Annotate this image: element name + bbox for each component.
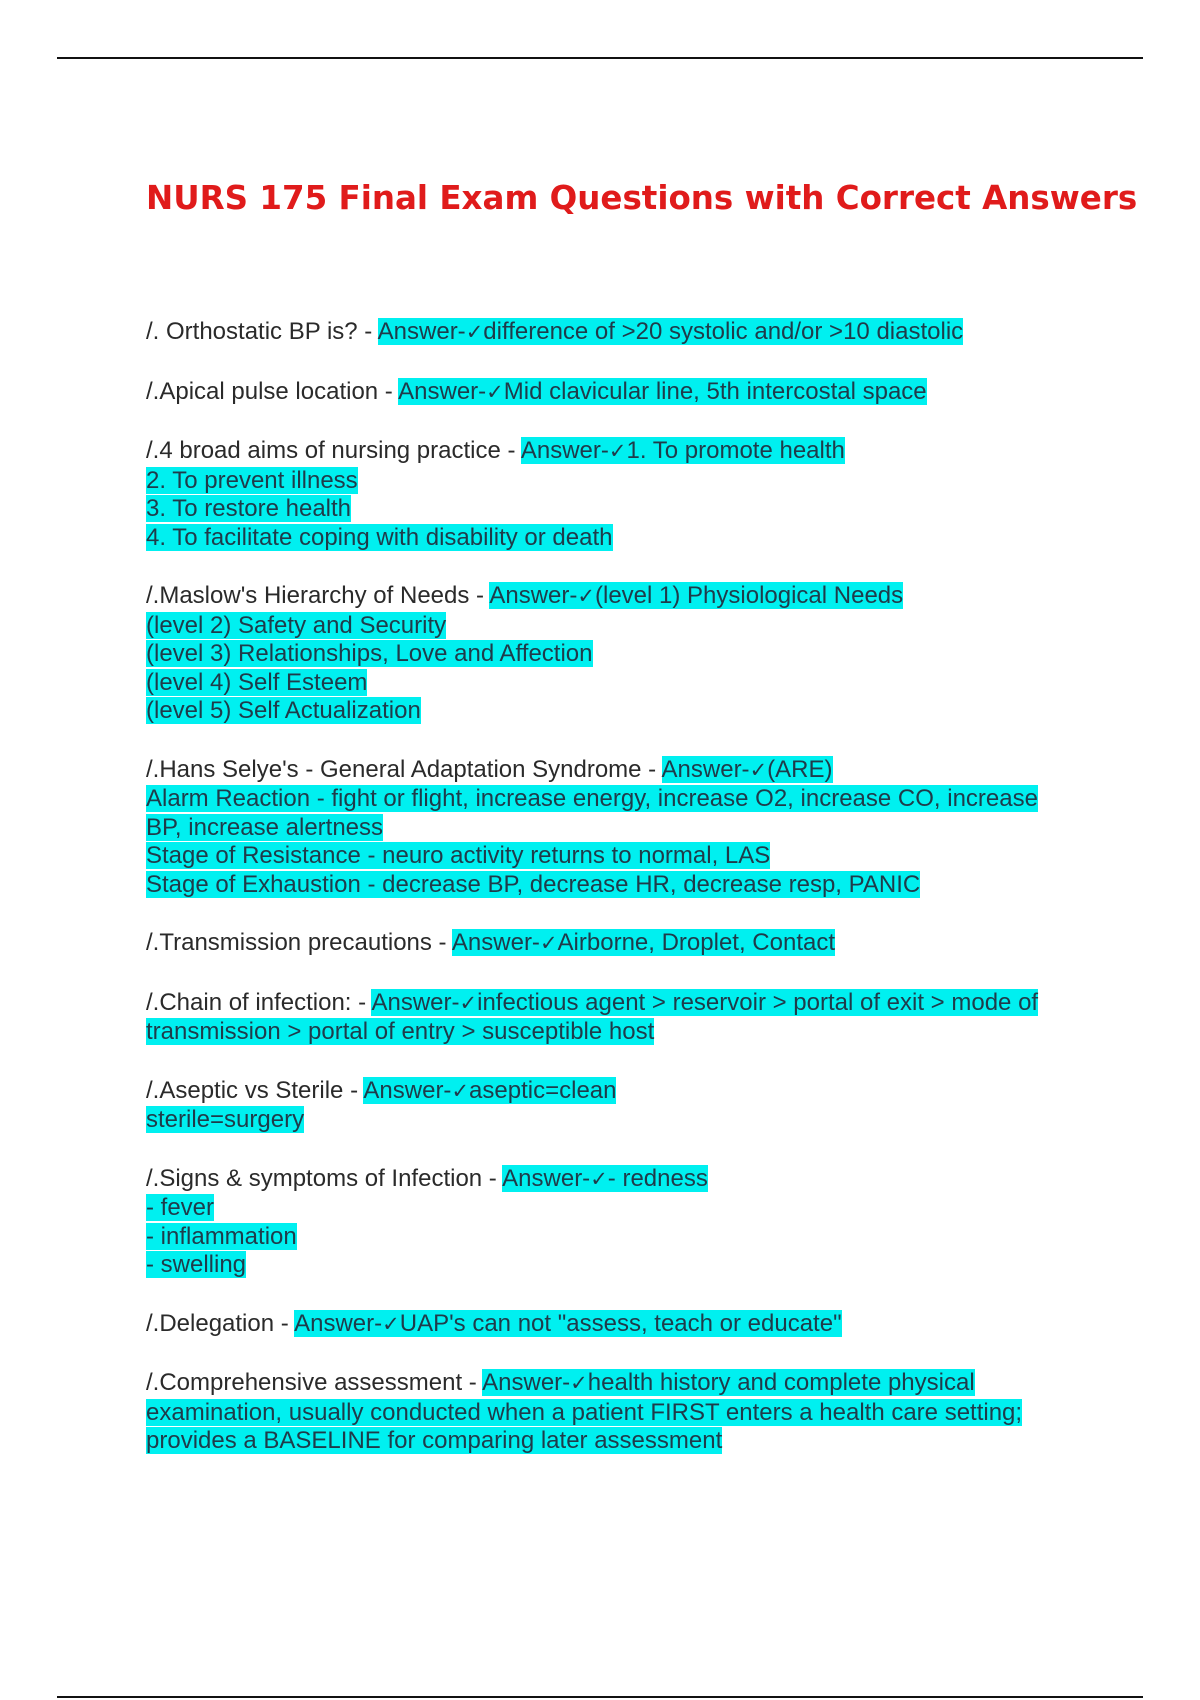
answer-line: 2. To prevent illness [146, 466, 358, 494]
qa-item [146, 437, 1056, 552]
answer-prefix: Answer- [502, 1164, 591, 1192]
answer-highlight [489, 582, 903, 609]
answer-prefix: Answer- [451, 929, 540, 956]
question-text: /.Transmission precautions - [146, 929, 452, 956]
qa-item [146, 1077, 1056, 1135]
answer-highlight [662, 756, 833, 783]
answer-text: 1. To promote health [626, 437, 845, 464]
answer-highlight [452, 929, 835, 956]
answer-highlight [378, 318, 964, 345]
answer-text: difference of >20 systolic and/or >10 diastolic [483, 318, 964, 345]
answer-line: - fever [146, 1194, 215, 1221]
qa-list [146, 318, 1056, 1486]
check-icon: ✓ [451, 1079, 470, 1103]
answer-prefix: Answer- [661, 755, 750, 783]
answer-prefix: Answer- [363, 1076, 452, 1104]
question-text: /.4 broad aims of nursing practice - [146, 437, 521, 464]
question-text: /.Aseptic vs Sterile - [146, 1076, 364, 1104]
check-icon: ✓ [749, 758, 768, 782]
answer-prefix: Answer- [377, 318, 466, 345]
answer-prefix: Answer- [398, 377, 487, 405]
answer-line: - inflammation [146, 1222, 297, 1250]
check-icon: ✓ [465, 321, 484, 344]
question-text: /.Comprehensive assessment - [146, 1369, 483, 1396]
answer-line: (level 4) Self Esteem [146, 668, 368, 696]
answer-text: Mid clavicular line, 5th intercostal space [503, 377, 927, 405]
check-icon: ✓ [486, 380, 504, 404]
question-text: /.Apical pulse location - [146, 377, 399, 405]
answer-line: sterile=surgery [146, 1106, 305, 1133]
answer-prefix: Answer- [371, 988, 460, 1016]
answer-prefix: Answer- [294, 1309, 383, 1337]
answer-line: - swelling [146, 1251, 247, 1278]
answer-highlight [294, 1310, 842, 1337]
header-rule [57, 57, 1143, 59]
qa-item [146, 929, 1056, 959]
answer-line: (level 3) Relationships, Love and Affection [146, 640, 593, 667]
answer-text: (level 1) Physiological Needs [595, 582, 904, 609]
answer-line: (level 2) Safety and Security [146, 611, 447, 639]
question-text: /.Delegation - [146, 1309, 295, 1337]
check-icon: ✓ [570, 1372, 588, 1395]
footer-rule [57, 1696, 1143, 1698]
answer-highlight [521, 437, 845, 464]
check-icon: ✓ [382, 1312, 400, 1336]
answer-line: Stage of Resistance - neuro activity returns to normal, LAS [146, 842, 771, 869]
document-title: NURS 175 Final Exam Questions with Correct Answers [146, 179, 1138, 217]
check-icon: ✓ [577, 585, 595, 608]
qa-item [146, 1310, 1056, 1340]
qa-item [146, 582, 1056, 726]
answer-line: Alarm Reaction - fight or flight, increase energy, increase O2, increase CO, increase BP, increase alertness [146, 785, 1038, 841]
qa-item [146, 1369, 1056, 1456]
answer-line: 4. To facilitate coping with disability or death [146, 523, 613, 551]
answer-text: health history and complete physical examination, usually conducted when a patient FIRST enters a health care setting; provides a BASELINE for comparing later assessment [146, 1369, 1023, 1454]
answer-highlight [363, 1077, 616, 1104]
answer-text: UAP's can not "assess, teach or educate" [399, 1309, 842, 1337]
qa-item [146, 989, 1056, 1047]
answer-text: aseptic=clean [469, 1076, 617, 1104]
question-text: /.Maslow's Hierarchy of Needs - [146, 582, 490, 609]
answer-text: infectious agent > reservoir > portal of exit > mode of transmission > portal of entry > susceptible host [146, 988, 1039, 1045]
question-text: /.Chain of infection: - [146, 988, 372, 1016]
answer-prefix: Answer- [520, 437, 609, 464]
question-text: /.Signs & symptoms of Infection - [146, 1164, 503, 1192]
answer-line: 3. To restore health [146, 495, 352, 522]
answer-text: - redness [607, 1164, 708, 1192]
answer-highlight [502, 1165, 708, 1192]
qa-item [146, 1165, 1056, 1280]
check-icon: ✓ [590, 1167, 608, 1191]
answer-line: (level 5) Self Actualization [146, 697, 421, 724]
answer-line: Stage of Exhaustion - decrease BP, decrease HR, decrease resp, PANIC [146, 870, 921, 898]
check-icon: ✓ [608, 440, 627, 463]
answer-prefix: Answer- [482, 1369, 571, 1396]
qa-item [146, 378, 1056, 408]
answer-text: Airborne, Droplet, Contact [557, 929, 836, 956]
question-text: /. Orthostatic BP is? - [146, 318, 378, 345]
answer-text: (ARE) [767, 755, 833, 783]
qa-item [146, 318, 1056, 348]
check-icon: ✓ [539, 932, 558, 955]
answer-prefix: Answer- [489, 582, 578, 609]
qa-item [146, 756, 1056, 900]
check-icon: ✓ [459, 991, 478, 1015]
question-text: /.Hans Selye's - General Adaptation Syndrome - [146, 755, 662, 783]
answer-highlight [398, 378, 927, 405]
